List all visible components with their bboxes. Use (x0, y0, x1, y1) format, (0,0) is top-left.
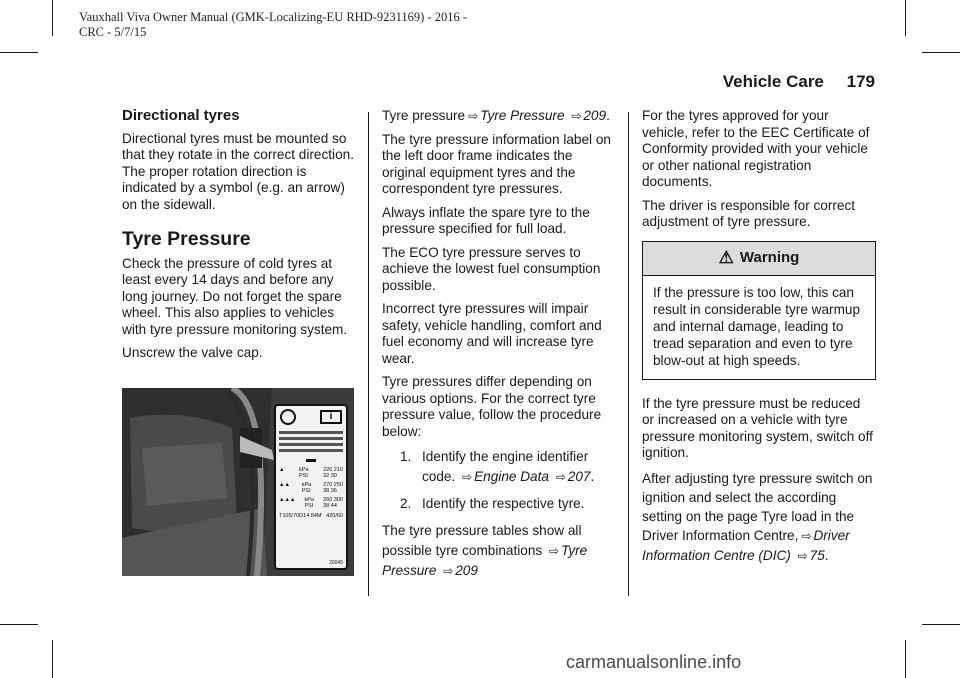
tyre-pressure-label (274, 404, 348, 570)
pressure-rows (276, 467, 346, 509)
reference-arrow-icon: ⇨ (468, 109, 479, 123)
section-title: Vehicle Care (722, 72, 824, 91)
reference-arrow-icon: ⇨ (797, 548, 808, 563)
paragraph-approved: For the tyres approved for your vehicle, refer to the EEC Certificate of Conformity provided with your vehicle or other national registration documents. (642, 108, 870, 189)
crop-mark (922, 624, 960, 625)
paragraph-after: After adjusting tyre pressure switch on ignition and select the according setting on the page Tyre load in the Driver Information Centre, ⇨ Driver Information Centre (DIC) ⇨ 75. (642, 470, 873, 563)
paragraph-text: The tyre pressure tables show all possible tyre combinations (382, 523, 582, 558)
tyre-pressure-label-figure (122, 388, 354, 576)
step-number: 1. (400, 449, 412, 464)
load-icon: ▲ (279, 467, 285, 473)
warning-text: If the pressure is too low, this can result in considerable tyre warmup and internal damage, leading to tread separation and even to tyre blow-out at high speeds. (653, 284, 861, 368)
reference-arrow-icon: ⇨ (548, 544, 560, 558)
crop-mark (922, 52, 960, 53)
paragraph-eco: The ECO tyre pressure serves to achieve the lowest fuel consumption possible. (382, 244, 601, 293)
step-text: Identify the engine identifier code. (422, 449, 589, 484)
paragraph-spare: Always inflate the spare tyre to the pressure specified for full load. (382, 204, 590, 236)
spare-psi: 60 (336, 513, 343, 519)
xref-link[interactable]: Tyre Pressure (382, 543, 588, 578)
reference-arrow-icon: ⇨ (571, 109, 582, 123)
spare-row: T105/70D14 84M 420/60 (279, 513, 343, 519)
page-number: 179 (846, 72, 875, 91)
reference-arrow-icon: ⇨ (443, 564, 454, 578)
warning-title: Warning (739, 248, 800, 266)
paragraph-directional: Directional tyres must be mounted so that they rotate in the correct direction. The proper rotation direction is indicated by a symbol (e.g. an arrow) on the sidewall. (122, 130, 354, 212)
reference-arrow-icon: ⇨ (801, 528, 812, 543)
tyre-size-list (276, 431, 346, 452)
label-code: 20045 (329, 560, 343, 566)
reference-arrow-icon: ⇨ (462, 470, 473, 484)
crop-mark (52, 640, 53, 678)
pressure-row (279, 482, 343, 494)
paragraph-tables (382, 521, 616, 581)
manual-info-icon: i (320, 410, 342, 424)
warning-box (642, 241, 876, 380)
pressure-row (279, 467, 343, 479)
paragraph-differ: Tyre pressures differ depending on various options. For the correct tyre pressure value, follow the procedure below: (382, 374, 602, 439)
list-item: 1. Identify the engine identifier code. ⇨ Engine Data ⇨ 207. (400, 447, 616, 487)
pressure-values: 270 250 38 36 (323, 482, 343, 494)
crop-mark (0, 624, 38, 625)
pressure-values: 220 210 32 30 (323, 467, 343, 479)
crop-mark (905, 640, 906, 678)
crop-mark (0, 52, 38, 53)
paragraph-check-pressure: Check the pressure of cold tyres at least every 14 days and before any long journey. Do not forget the spare wheel. This also applies to vehicles with tyre pressure monitoring system. (122, 255, 348, 337)
paragraph-label: The tyre pressure information label on the left door frame indicates the original equipment tyres and the correspondent tyre pressures. (382, 131, 611, 196)
paragraph-incorrect: Incorrect tyre pressures will impair safety, vehicle handling, comfort and fuel economy and will increase tyre wear. (382, 301, 602, 366)
print-header-line: Vauxhall Viva Owner Manual (GMK-Localizing-EU RHD-9231169) - 2016 - (79, 10, 468, 24)
running-head (700, 72, 875, 92)
unit-labels: kPa PSI (301, 482, 312, 494)
xref-page[interactable]: 209 (455, 563, 478, 578)
warning-triangle-icon: ⚠ (718, 247, 734, 267)
unit-labels: kPa PSI (304, 497, 314, 509)
print-header (79, 10, 467, 40)
xref-page[interactable]: 207 (567, 469, 591, 484)
pressure-values: 260 300 38 44 (323, 497, 343, 509)
unit-labels: kPa PSI (299, 467, 309, 479)
xref-prefix: Tyre pressure (382, 108, 466, 123)
crop-mark (905, 0, 906, 36)
xref-page[interactable]: 209 (583, 108, 607, 123)
heading-tyre-pressure: Tyre Pressure (122, 228, 251, 250)
pressure-row (279, 497, 343, 509)
crop-mark (52, 0, 53, 36)
list-item (400, 494, 616, 514)
load-icon: ▲▲ (279, 482, 290, 488)
column-right (642, 108, 876, 573)
warning-header (643, 242, 875, 276)
watermark: carmanualsonline.info (566, 652, 742, 672)
column-divider (628, 112, 629, 596)
reference-arrow-icon: ⇨ (555, 470, 566, 484)
xref-link[interactable]: Tyre Pressure (480, 108, 565, 123)
paragraph-text: After adjusting tyre pressure switch on ignition and select the according setting on the page Tyre load in the Driver Information Centre, (642, 470, 873, 543)
tyre-icon (280, 409, 296, 425)
load-icon: ▲▲▲ (279, 497, 296, 503)
print-header-line: CRC - 5/7/15 (79, 25, 147, 39)
xref-tyre-pressure: Tyre pressure ⇨ Tyre Pressure ⇨ 209. (382, 108, 610, 123)
xref-page[interactable]: 75 (809, 547, 825, 563)
column-divider (368, 112, 369, 596)
spare-kpa: 420 (326, 513, 336, 519)
step-text: Identify the respective tyre. (422, 496, 585, 511)
spare-size: T105/70D14 84M (279, 513, 322, 519)
column-middle (382, 108, 616, 588)
paragraph-driver: The driver is responsible for correct adjustment of tyre pressure. (642, 197, 856, 229)
heading-directional-tyres: Directional tyres (122, 107, 240, 124)
paragraph-reduce: If the tyre pressure must be reduced or increased on a vehicle with tyre pressure monitoring system, switch off ignition. (642, 395, 873, 460)
step-number: 2. (400, 496, 412, 511)
xref-link[interactable]: Engine Data (474, 469, 549, 484)
column-left (122, 108, 354, 369)
paragraph-unscrew: Unscrew the valve cap. (122, 345, 263, 360)
procedure-steps (382, 447, 616, 514)
xref-link[interactable]: Driver Information Centre (DIC) (642, 527, 850, 563)
car-silhouette-icon: ▬ (306, 454, 316, 465)
